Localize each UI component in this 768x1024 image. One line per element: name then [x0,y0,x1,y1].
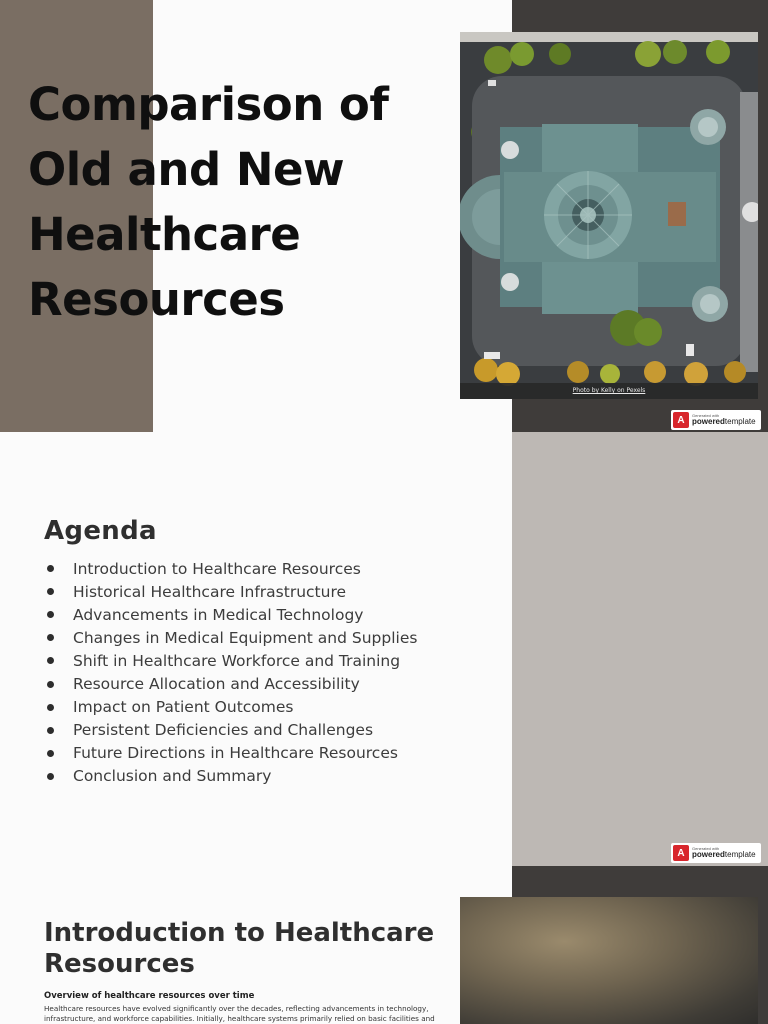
agenda-item-text: Persistent Deficiencies and Challenges [73,721,374,740]
agenda-item [47,672,417,695]
agenda-heading: Agenda [44,516,157,546]
badge-brand [692,851,756,859]
powered-template-logo-icon: A [673,845,689,861]
bullet-icon [47,727,54,734]
introduction-slide [0,866,768,1024]
agenda-item-text: Future Directions in Healthcare Resources [73,744,398,763]
agenda-item-text: Impact on Patient Outcomes [73,698,294,717]
introduction-heading: Introduction to Healthcare Resources [44,918,435,979]
bullet-icon [47,588,54,595]
badge-brand-rest: template [724,417,756,426]
agenda-item-text: Advancements in Medical Technology [73,605,364,624]
badge-brand-bold: powered [692,417,725,426]
badge-generated-with: Generated with [692,413,720,418]
bullet-icon [47,611,54,618]
bullet-icon [47,565,54,572]
agenda-item-text: Shift in Healthcare Workforce and Training [73,651,401,670]
introduction-subheading: Overview of healthcare resources over time [44,991,255,1001]
bullet-icon [47,750,54,757]
introduction-body-text: Healthcare resources have evolved significantly over the decades, reflecting advancements in technology, infrastructure, and workforce capabilities. Initially, healthcare systems primarily relied on basic facilities and [44,1004,435,1023]
title-slide [0,0,768,432]
agenda-item-text: Conclusion and Summary [73,767,272,786]
blurred-photo [460,897,758,1024]
agenda-item-text: Historical Healthcare Infrastructure [73,582,347,601]
presentation-title: Comparison of Old and New Healthcare Resources [28,78,389,326]
powered-template-badge[interactable] [671,843,761,863]
agenda-item [47,580,417,603]
agenda-list [47,557,417,788]
badge-generated-with: Generated with [692,846,720,851]
bullet-icon [47,773,54,780]
agenda-item [47,696,417,719]
agenda-item [47,765,417,788]
photo-credit-link[interactable]: Photo by Kelly on Pexels [460,383,758,399]
agenda-item-text: Resource Allocation and Accessibility [73,675,360,694]
badge-brand-rest: template [724,850,756,859]
bullet-icon [47,657,54,664]
agenda-item [47,557,417,580]
bullet-icon [47,634,54,641]
badge-brand-bold: powered [692,850,725,859]
agenda-item [47,626,417,649]
aerial-building-photo [460,32,758,399]
agenda-item [47,719,417,742]
grey-accent-band [512,432,768,866]
agenda-item [47,603,417,626]
agenda-slide [0,432,768,866]
aerial-building-image [460,32,758,399]
powered-template-logo-icon: A [673,412,689,428]
powered-template-badge[interactable] [671,410,761,430]
agenda-item-text: Introduction to Healthcare Resources [73,559,361,578]
agenda-item [47,742,417,765]
bullet-icon [47,681,54,688]
badge-brand [692,418,756,426]
agenda-item [47,649,417,672]
bullet-icon [47,704,54,711]
agenda-item-text: Changes in Medical Equipment and Supplies [73,628,418,647]
